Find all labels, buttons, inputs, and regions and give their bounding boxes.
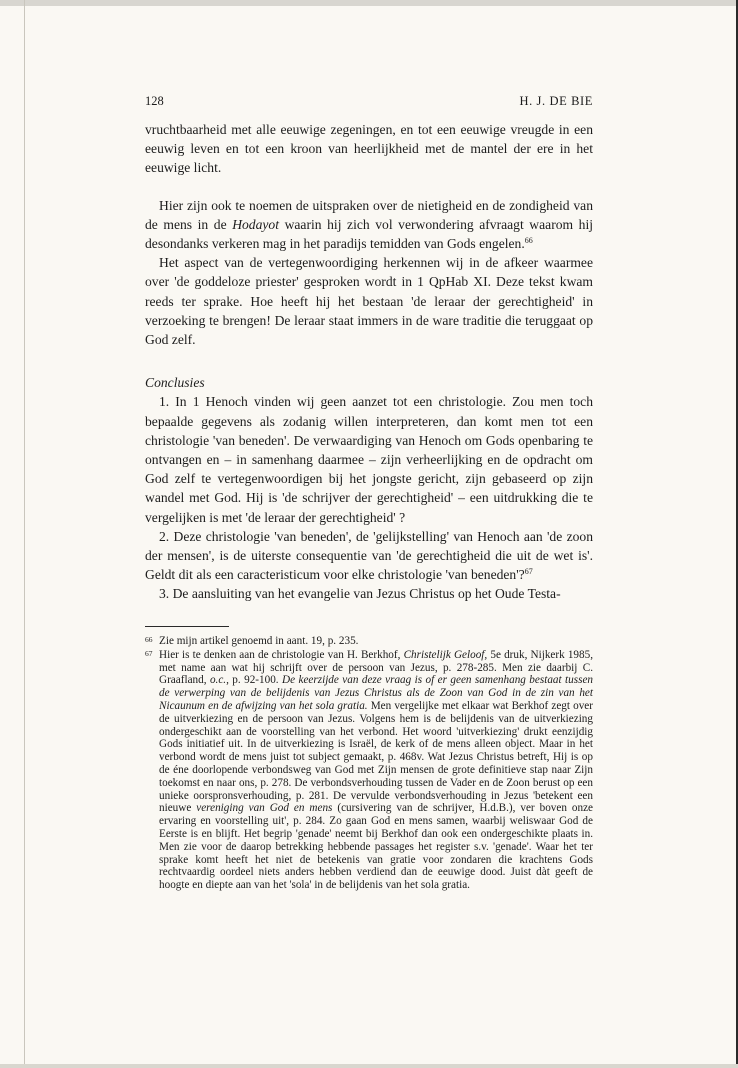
paragraph-continuation: vruchtbaarheid met alle eeuwige zegeningen, en tot een eeuwige vreugde in een eeuwig leven en tot een kroon van heerlijkheid met de mantel der ere in het eeuwige licht. bbox=[145, 122, 593, 176]
section-gap bbox=[145, 349, 593, 373]
footnote-67: 67 Hier is te denken aan de christologie van H. Berkhof, Christelijk Geloof, 5e druk, Nijkerk 1985, met name aan wat hij schrijft over de persoon van Jezus, p. 278-285. Men zie daarbij C. Graafland, o.c., p. 92-100. De keerzijde van deze vraag is of er geen samenhang bestaat tussen de verwerping van de belijdenis van Jezus Christus als de Zoon van God in de zin van het Nicaunum en de afwijzing van het sola gratia. Men vergelijke met elkaar wat Berkhof zegt over de uitverkiezing en de persoon van Jezus. Volgens hem is de belijdenis van de uitverkiezing ondergeschikt aan de voorstelling van het verbond. Het woord 'uitverkiezing' drukt eenzijdig Gods initiatief uit. In de uitverkiezing is Israël, de kerk of de mens alleen object. Maar in het verbond wordt de mens juist tot subject gemaakt, p. 468v. Wat Jezus Christus betreft, Hij is op de éne doorlopende verbondsweg van God met Zijn mensen de grote definitieve stap naar Zijn toekomst en naar ons, p. 278. De verbondsverhouding tussen de Vader en de Zoon berust op een unieke oorspronsverhouding, p. 281. De vervulde verbondsverhouding in Jezus 'betekent een nieuwe vereniging van God en mens (cursivering van de schrijver, H.d.B.), ver boven onze ervaring en voorstelling uit', p. 284. Zo gaan God en mens samen, waarbij weliswaar God de Eerste is en blijft. Het begrip 'genade' neemt bij Berkhof dan ook een ondergeschikte plaats in. Men zie voor de daarop betrekking hebbende passages het register s.v. 'genade'. Waar het ter sprake komt heeft het niet de betekenis van gratie voor zondaren die krachtens Gods rechtvaardig oordeel niets anders hebben verdiend dan de eeuwige dood. Juist dàt geeft de hoogte en diepte aan van het 'sola' in de belijdenis van het sola gratia. bbox=[145, 648, 594, 892]
paragraph-hodayot: Hier zijn ook te noemen de uitspraken over de nietigheid en de zondigheid van de mens in de Hodayot waarin hij zich vol verwondering afvraagt waarom hij desondanks verkeren mag in het paradijs temidden van Gods engelen.$^{66}$ bbox=[145, 197, 594, 252]
footnote-rule bbox=[145, 626, 229, 627]
page-header bbox=[145, 94, 593, 110]
page-number: 128 bbox=[145, 94, 164, 108]
scan-edge-left bbox=[24, 0, 25, 1068]
conclusion-3: 3. De aansluiting van het evangelie van Jezus Christus op het Oude Testa- bbox=[159, 586, 561, 602]
scan-edge-bottom bbox=[0, 1064, 738, 1068]
conclusion-1: 1. In 1 Henoch vinden wij geen aanzet tot een christologie. Zou men toch bepaalde gegevens als zodanig willen interpreteren, dan komt men tot een christologie 'van beneden'. De verwaardiging van Henoch om Gods openbaring te ontvangen en – in samenhang daarmee – zijn verheerlijking en de opdracht om God zelf te vertegenwoordigen bij het jongste gericht, zijn gebaseerd op zijn wandel met God. Hij is 'de schrijver der gerechtigheid' – een uitdrukking die te vergelijken is met 'de leraar der gerechtigheid' ? bbox=[145, 394, 593, 525]
footnote-ref-67[interactable]: 67 bbox=[524, 567, 533, 577]
scan-edge-top bbox=[0, 0, 738, 6]
footnotes bbox=[145, 626, 593, 893]
paragraph-vertegenwoordiging: Het aspect van de vertegenwoordiging herkennen wij in de afkeer waarmee over 'de goddeloze priester' gesproken wordt in 1 QpHab XI. Deze tekst kwam reeds ter sprake. Hoe heeft hij het bestaan 'de leraar der gerechtigheid' in verzoeking te brengen! De leraar staat immers in de ware traditie die teruggaat op God zelf. bbox=[145, 255, 593, 348]
running-head: H. J. DE BIE bbox=[519, 94, 593, 108]
body-text bbox=[145, 120, 593, 604]
footnote-ref-66[interactable]: 66 bbox=[524, 236, 533, 246]
footnote-mark: 66 bbox=[145, 635, 153, 644]
footnote-66: 66 Zie mijn artikel genoemd in aant. 19, p. 235. bbox=[145, 635, 359, 647]
italic-term: Hodayot bbox=[232, 216, 280, 232]
paragraph-gap bbox=[145, 178, 593, 196]
section-heading: Conclusies bbox=[145, 375, 205, 391]
footnote-mark: 67 bbox=[145, 648, 153, 658]
conclusion-2: 2. Deze christologie 'van beneden', de 'gelijkstelling' van Henoch aan 'de zoon der mensen', is de uiterste consequentie van 'de gerechtigheid die uit de wet is'. Geldt dit als een caracteristicum voor elke christologie 'van beneden'?$^{67}$ bbox=[145, 528, 593, 583]
